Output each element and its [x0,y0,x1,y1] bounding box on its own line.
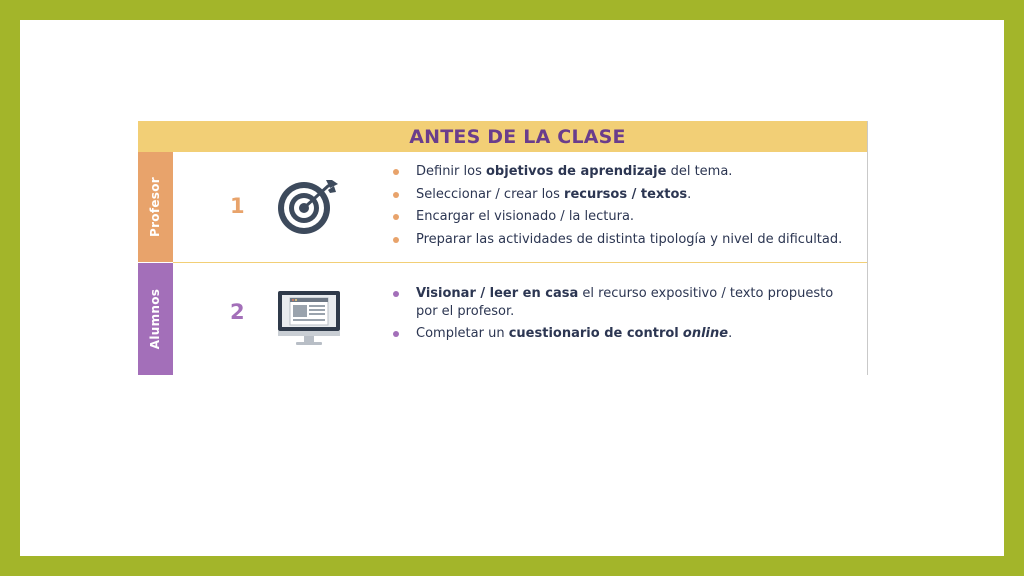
header-title: ANTES DE LA CLASE [409,125,626,148]
activity-table [138,121,868,375]
row-profesor [138,152,867,262]
side-tab-alumnos [138,263,173,375]
side-label-alumnos: Alumnos [148,288,163,350]
list-item: Completar un cuestionario de control online. [390,325,833,343]
list-item: Encargar el visionado / la lectura. [390,206,842,229]
list-item: Visionar / leer en casa el recurso expositivo / texto propuesto por el profesor. [390,285,833,321]
side-tab-profesor [138,152,173,262]
step-number-1: 1 [230,194,245,218]
list-item: Seleccionar / crear los recursos / textos. [390,184,842,207]
list-item: Definir los objetivos de aprendizaje del tema. [390,161,842,184]
computer-monitor-icon [276,289,342,347]
side-label-profesor: Profesor [148,176,163,238]
alumnos-bullet-list [390,285,833,347]
slide [20,20,1004,556]
list-item: Preparar las actividades de distinta tipología y nivel de dificultad. [390,229,842,252]
row-alumnos [138,263,867,375]
profesor-bullet-list [390,161,842,251]
step-number-2: 2 [230,300,245,324]
target-arrow-icon [276,176,340,236]
table-header [138,121,867,152]
